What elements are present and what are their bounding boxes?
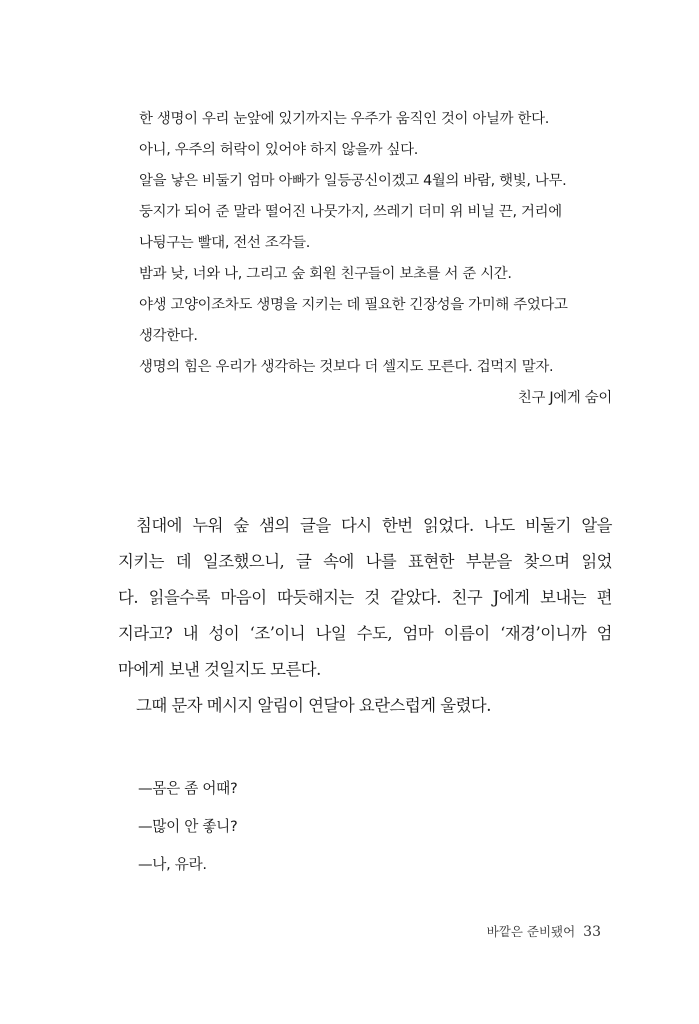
- message-line: —많이 안 좋니?: [138, 818, 238, 835]
- body-line: 침대에 누워 숲 샘의 글을 다시 한번 읽었다. 나도 비둘기 알을: [136, 516, 612, 535]
- letter-block: [118, 104, 612, 414]
- body-text: [118, 508, 612, 724]
- letter-line: 아니, 우주의 허락이 있어야 하지 않을까 싶다.: [139, 142, 419, 158]
- body-line: 다. 읽을수록 마음이 따듯해지는 것 같았다. 친구 J에게 보내는 편: [118, 588, 612, 607]
- page-footer: [487, 922, 601, 940]
- message-line: —몸은 좀 어때?: [138, 780, 238, 797]
- letter-line: 야생 고양이조차도 생명을 지키는 데 필요한 긴장성을 가미해 주었다고: [139, 297, 568, 313]
- letter-line: 생명의 힘은 우리가 생각하는 것보다 더 셀지도 모른다. 겁먹지 말자.: [139, 359, 554, 375]
- letter-line: 밤과 낮, 너와 나, 그리고 숲 회원 친구들이 보초를 서 준 시간.: [139, 266, 512, 282]
- body-line: 지키는 데 일조했으니, 글 속에 나를 표현한 부분을 찾으며 읽었: [118, 552, 612, 571]
- letter-line: 한 생명이 우리 눈앞에 있기까지는 우주가 움직인 것이 아닐까 한다.: [139, 111, 549, 127]
- body-line: 그때 문자 메시지 알림이 연달아 요란스럽게 울렸다.: [136, 696, 491, 715]
- page-number: 33: [583, 924, 601, 940]
- message-line: —나, 유라.: [138, 856, 207, 873]
- letter-signature: 친구 J에게 숨이: [517, 390, 612, 406]
- letter-line: 알을 낳은 비둘기 엄마 아빠가 일등공신이겠고 4월의 바람, 햇빛, 나무.: [139, 173, 567, 189]
- body-line: 지라고? 내 성이 ‘조’이니 나일 수도, 엄마 이름이 ‘재경’이니까 엄: [118, 624, 612, 643]
- letter-line: 나뒹구는 빨대, 전선 조각들.: [139, 235, 310, 251]
- running-title: 바깥은 준비됐어: [486, 924, 576, 939]
- body-line: 마에게 보낸 것일지도 모른다.: [118, 660, 321, 679]
- letter-line: 둥지가 되어 준 말라 떨어진 나뭇가지, 쓰레기 더미 위 비닐 끈, 거리에: [139, 204, 562, 220]
- letter-line: 생각한다.: [139, 328, 198, 344]
- text-messages: [138, 770, 558, 884]
